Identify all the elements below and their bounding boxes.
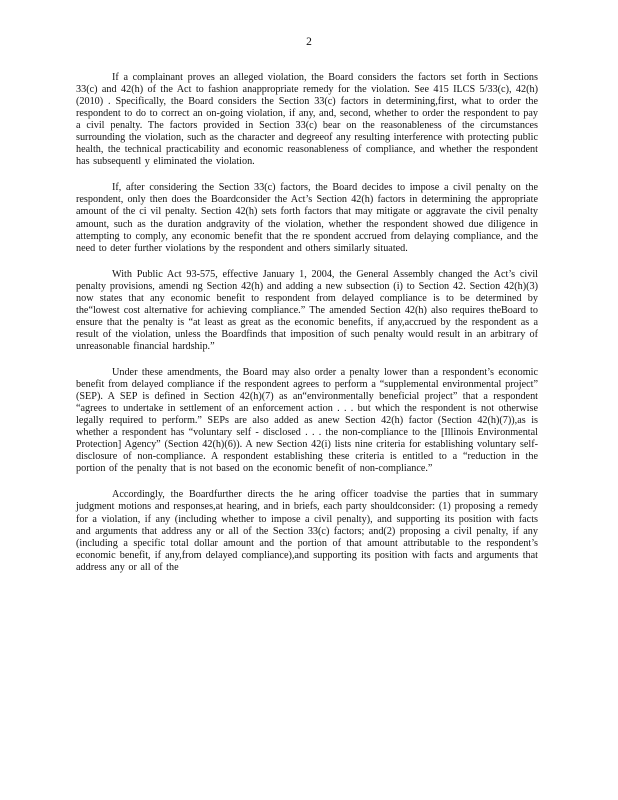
paragraph-hearing-directions: Accordingly, the Boardfurther directs the he aring officer toadvise the parties that in summary judgment motions and responses,at hearing, and in briefs, each party shouldconsider: (1) proposing a remedy for a violation, if any (including whether to impose a civil penalty), and supporting its position with facts and arguments that address any or all of the Section 33(c) factors; and(2) proposing a civil penalty, if any (including a specific total dollar amount and the portion of that amount attributable to the respondent’s economic benefit, if any,from delayed compliance),and supporting its position with facts and arguments that address any or all of the (76, 489, 538, 573)
paragraph-remedy-factors: If a complainant proves an alleged violation, the Board considers the factors set forth in Sections 33(c) and 42(h) of the Act to fashion anappropriate remedy for the violation. See 415 ILCS 5/33(c), 42(h) (2010) . Specifically, the Board considers the Section 33(c) factors in determining,first, what to order the respondent to do to correct an on-going violation, if any, and, second, whether to order the respondent to pay a civil penalty. The factors provided in Section 33(c) bear on the reasonableness of the circumstances surrounding the violation, such as the character and degreeof any resulting interference with protecting public health, the technical practicability and economic reasonableness of compliance, and whether the respondent has subsequentl y eliminated the violation. (76, 72, 538, 168)
paragraph-sep-amendments: Under these amendments, the Board may also order a penalty lower than a respondent’s economic benefit from delayed compliance if the respondent agrees to perform a “supplemental environmental project” (SEP). A SEP is defined in Section 42(h)(7) as an“environmentally beneficial project” that a respondent “agrees to undertake in settlement of an enforcement action . . . but which the respondent is not otherwise legally required to perform.” SEPs are also added as anew Section 42(h) factor (Section 42(h)(7)),as is whether a respondent has “voluntary self - disclosed . . . the non-compliance to the [Illinois Environmental Protection] Agency” (Section 42(h)(6)). A new Section 42(i) lists nine criteria for establishing voluntary self-disclosure of non-compliance. A respondent establishing these criteria is entitled to a “reduction in the portion of the penalty that is not based on the economic benefit of non-compliance.” (76, 366, 538, 475)
document-body (76, 72, 538, 574)
paragraph-civil-penalty: If, after considering the Section 33(c) factors, the Board decides to impose a civil penalty on the respondent, only then does the Boardconsider the Act’s Section 42(h) factors in determining the appropriate amount of the ci vil penalty. Section 42(h) sets forth factors that may mitigate or aggravate the civil penalty amount, such as the duration andgravity of the violation, whether the respondent showed due diligence in attempting to comply, any economic benefit that the re spondent accrued from delaying compliance, and the need to deter further violations by the respondent and others similarly situated. (76, 182, 538, 254)
paragraph-public-act: With Public Act 93-575, effective January 1, 2004, the General Assembly changed the Act’s civil penalty provisions, amendi ng Section 42(h) and adding a new subsection (i) to Section 42. Section 42(h)(3) now states that any economic benefit to respondent from delayed compliance is to be determined by the“lowest cost alternative for achieving compliance.” The amended Section 42(h) also requires theBoard to ensure that the penalty is “at least as great as the economic benefits, if any,accrued by the respondent as a result of the violation, unless the Boardfinds that imposition of such penalty would result in an arbitrary of unreasonable financial hardship.” (76, 268, 538, 352)
page-number: 2 (306, 36, 312, 48)
